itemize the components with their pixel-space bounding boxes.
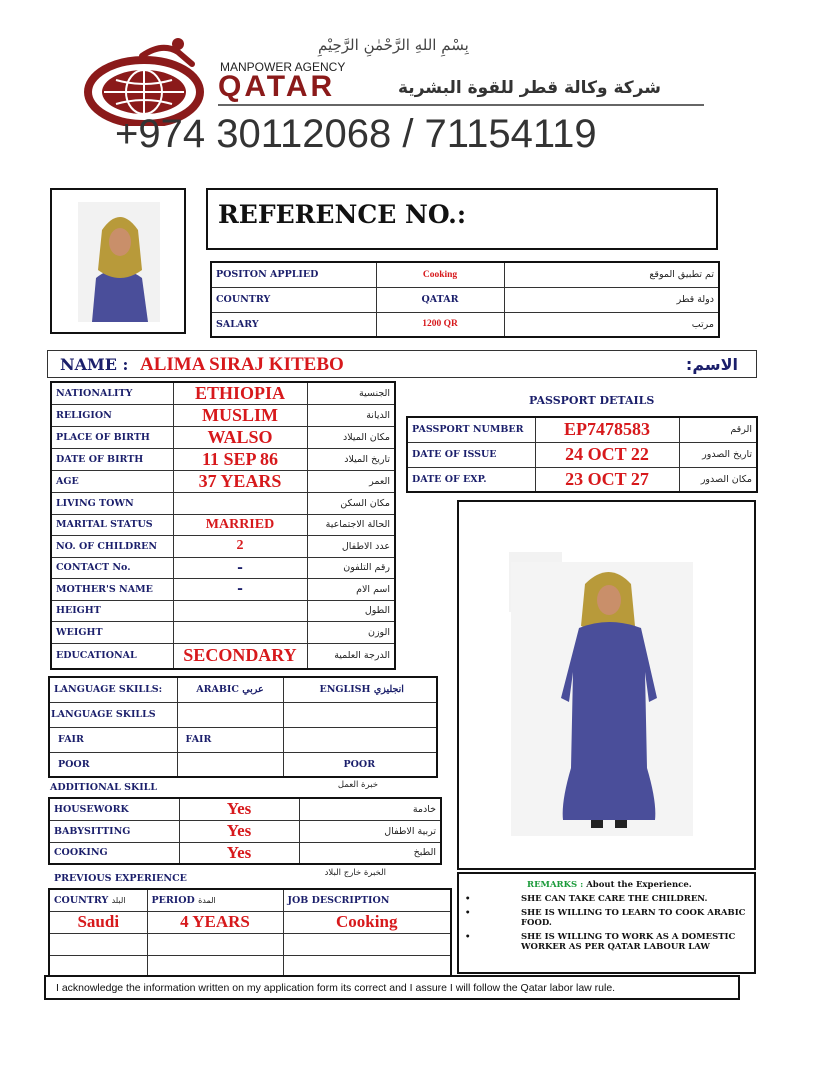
experience-row: [49, 911, 451, 933]
remarks-subtitle: About the Experience.: [586, 880, 692, 890]
experience-cell: [49, 933, 147, 955]
salary-value: 1200 QR: [376, 312, 504, 337]
agency-name-small: MANPOWER AGENCY: [220, 60, 346, 74]
experience-row: [49, 955, 451, 976]
job-row-country: [211, 287, 719, 312]
personal-label: WEIGHT: [51, 622, 173, 644]
experience-cell: [283, 955, 451, 976]
personal-value: 37 YEARS: [173, 471, 307, 493]
personal-row: [51, 514, 395, 536]
country-label: COUNTRY: [211, 287, 376, 312]
experience-job-value: Cooking: [283, 911, 451, 933]
skill-row: [49, 842, 441, 864]
personal-label: PLACE OF BIRTH: [51, 427, 173, 449]
skills-table: [48, 797, 442, 865]
experience-cell: [49, 955, 147, 976]
experience-header-row: [49, 889, 451, 911]
passport-title: PASSPORT DETAILS: [529, 394, 655, 407]
personal-value: -: [173, 579, 307, 601]
remark-item: [465, 932, 750, 952]
applicant-photo-small: [50, 188, 186, 334]
language-row: [49, 702, 437, 727]
previous-experience-title-ar: الخبرة خارج البلاد: [324, 868, 386, 878]
header-divider: [218, 104, 704, 106]
personal-row: [51, 622, 395, 644]
english-column-header: ENGLISH انجليزي: [283, 677, 437, 702]
personal-label-ar: تاريخ الميلاد: [307, 449, 395, 471]
personal-row: [51, 493, 395, 515]
personal-table: [50, 381, 396, 670]
experience-table: [48, 888, 452, 977]
language-table: [48, 676, 438, 778]
passport-row: [407, 442, 757, 467]
experience-cell: [147, 933, 283, 955]
personal-value: MARRIED: [173, 514, 307, 536]
personal-label: DATE OF BIRTH: [51, 449, 173, 471]
babysitting-value: Yes: [179, 820, 299, 842]
period-header-text: PERIOD: [151, 894, 195, 906]
remarks-list: [465, 894, 750, 952]
personal-label-ar: الجنسية: [307, 382, 395, 405]
babysitting-label-ar: تربية الاطفال: [299, 820, 441, 842]
country-header-ar: البلد: [111, 895, 126, 905]
personal-label-ar: الحالة الاجتماعية: [307, 514, 395, 536]
job-row-salary: [211, 312, 719, 337]
passport-number-label: PASSPORT NUMBER: [407, 417, 535, 442]
personal-row: [51, 405, 395, 427]
personal-label: RELIGION: [51, 405, 173, 427]
cooking-label-ar: الطبخ: [299, 842, 441, 864]
personal-row: [51, 427, 395, 449]
skill-row: [49, 798, 441, 820]
personal-label: NO. OF CHILDREN: [51, 536, 173, 558]
personal-label-ar: عدد الاطفال: [307, 536, 395, 558]
language-header-row: [49, 677, 437, 702]
personal-label: NATIONALITY: [51, 382, 173, 405]
language-skills-header: LANGUAGE SKILLS:: [49, 677, 177, 702]
personal-value: 11 SEP 86: [173, 449, 307, 471]
personal-label-ar: اسم الام: [307, 579, 395, 601]
remark-item: [465, 894, 750, 904]
remark-text: SHE CAN TAKE CARE THE CHILDREN.: [521, 894, 708, 904]
additional-skill-title: ADDITIONAL SKILL: [50, 782, 158, 793]
arabic-column-header: ARABIC عربي: [177, 677, 283, 702]
previous-experience-title: PREVIOUS EXPERIENCE: [54, 873, 187, 884]
name-label-ar: الاسم:: [685, 355, 738, 374]
basmala: بِسْمِ اللهِ الرَّحْمٰنِ الرَّحِيْمِ: [318, 36, 469, 54]
acknowledgement-box: [44, 975, 740, 1000]
skill-row: [49, 820, 441, 842]
expiry-date-label-ar: مكان الصدور: [679, 467, 757, 492]
arabic-poor-value: [177, 752, 283, 777]
personal-value: [173, 622, 307, 644]
personal-label: AGE: [51, 471, 173, 493]
personal-label: MARITAL STATUS: [51, 514, 173, 536]
personal-value: [173, 493, 307, 515]
agency-phone: +974 30112068 / 71154119: [115, 112, 597, 156]
personal-row: [51, 579, 395, 601]
agency-name-big: QATAR: [218, 70, 336, 103]
country-value: QATAR: [376, 287, 504, 312]
personal-label: MOTHER'S NAME: [51, 579, 173, 601]
personal-row: [51, 557, 395, 579]
passport-row: [407, 417, 757, 442]
personal-label-ar: الديانة: [307, 405, 395, 427]
bullet-icon: •: [465, 894, 471, 904]
position-label-ar: تم تطبيق الموقع: [504, 262, 719, 287]
name-bar: [47, 350, 757, 378]
personal-row: [51, 382, 395, 405]
issue-date-label-ar: تاريخ الصدور: [679, 442, 757, 467]
expiry-date-value: 23 OCT 27: [535, 467, 679, 492]
expiry-date-label: DATE OF EXP.: [407, 467, 535, 492]
job-table: [210, 261, 720, 338]
remark-text: SHE IS WILLING TO WORK AS A DOMESTIC WORKER AS PER QATAR LABOUR LAW: [521, 932, 736, 952]
remarks-title: REMARKS :: [527, 880, 584, 890]
acknowledgement-text: I acknowledge the information written on my application form its correct and I assure I will follow the Qatar labor law rule.: [56, 982, 616, 994]
personal-row: [51, 600, 395, 622]
country-column-header: [49, 889, 147, 911]
personal-value: 2: [173, 536, 307, 558]
personal-label-ar: العمر: [307, 471, 395, 493]
personal-row: [51, 471, 395, 493]
personal-value: ETHIOPIA: [173, 382, 307, 405]
language-skills-row-label: LANGUAGE SKILLS: [49, 702, 177, 727]
personal-label-ar: الوزن: [307, 622, 395, 644]
personal-row: [51, 643, 395, 669]
personal-label-ar: الدرجة العلمية: [307, 643, 395, 669]
position-value: Cooking: [376, 262, 504, 287]
personal-value: SECONDARY: [173, 643, 307, 669]
housework-label-ar: خادمة: [299, 798, 441, 820]
name-value: ALIMA SIRAJ KITEBO: [140, 354, 344, 375]
personal-label: LIVING TOWN: [51, 493, 173, 515]
housework-value: Yes: [179, 798, 299, 820]
issue-date-value: 24 OCT 22: [535, 442, 679, 467]
cooking-label: COOKING: [49, 842, 179, 864]
experience-country-value: Saudi: [49, 911, 147, 933]
personal-row: [51, 536, 395, 558]
country-label-ar: دولة قطر: [504, 287, 719, 312]
passport-number-value: EP7478583: [535, 417, 679, 442]
personal-label: EDUCATIONAL: [51, 643, 173, 669]
language-cell: [177, 702, 283, 727]
name-label: NAME :: [60, 355, 129, 374]
english-poor-value: POOR: [283, 752, 437, 777]
experience-cell: [283, 933, 451, 955]
passport-row: [407, 467, 757, 492]
salary-label-ar: مرتب: [504, 312, 719, 337]
experience-period-value: 4 YEARS: [147, 911, 283, 933]
personal-label: HEIGHT: [51, 600, 173, 622]
language-row-fair: [49, 727, 437, 752]
language-cell: [283, 702, 437, 727]
language-row-poor: [49, 752, 437, 777]
personal-row: [51, 449, 395, 471]
cooking-value: Yes: [179, 842, 299, 864]
fair-row-label: FAIR: [49, 727, 177, 752]
reference-box: [206, 188, 718, 250]
arabic-fair-value: FAIR: [177, 727, 283, 752]
personal-value: WALSO: [173, 427, 307, 449]
salary-label: SALARY: [211, 312, 376, 337]
personal-label-ar: الطول: [307, 600, 395, 622]
poor-row-label: POOR: [49, 752, 177, 777]
bullet-icon: •: [465, 908, 471, 918]
english-fair-value: [283, 727, 437, 752]
additional-skill-title-ar: خبرة العمل: [337, 780, 378, 790]
experience-cell: [147, 955, 283, 976]
personal-label-ar: رقم التلفون: [307, 557, 395, 579]
personal-label: CONTACT No.: [51, 557, 173, 579]
period-column-header: [147, 889, 283, 911]
personal-value: [173, 600, 307, 622]
agency-name-arabic: شركة وكالة قطر للقوة البشرية: [398, 78, 661, 98]
job-description-column-header: JOB DESCRIPTION: [283, 889, 451, 911]
personal-label-ar: مكان السكن: [307, 493, 395, 515]
remarks-heading: [527, 880, 692, 890]
job-row-position: [211, 262, 719, 287]
personal-value: MUSLIM: [173, 405, 307, 427]
issue-date-label: DATE OF ISSUE: [407, 442, 535, 467]
experience-row: [49, 933, 451, 955]
remark-text: SHE IS WILLING TO LEARN TO COOK ARABIC FOOD.: [521, 908, 746, 928]
position-label: POSITON APPLIED: [211, 262, 376, 287]
passport-table: [406, 416, 758, 493]
personal-value: -: [173, 557, 307, 579]
reference-label: REFERENCE NO.:: [218, 200, 467, 229]
remarks-box: [457, 872, 756, 974]
period-header-ar: المدة: [198, 895, 216, 905]
passport-number-label-ar: الرقم: [679, 417, 757, 442]
country-header-text: COUNTRY: [54, 894, 109, 906]
babysitting-label: BABYSITTING: [49, 820, 179, 842]
bullet-icon: •: [465, 932, 471, 942]
housework-label: HOUSEWORK: [49, 798, 179, 820]
personal-label-ar: مكان الميلاد: [307, 427, 395, 449]
applicant-photo-large: [457, 500, 756, 870]
remark-item: [465, 908, 750, 928]
